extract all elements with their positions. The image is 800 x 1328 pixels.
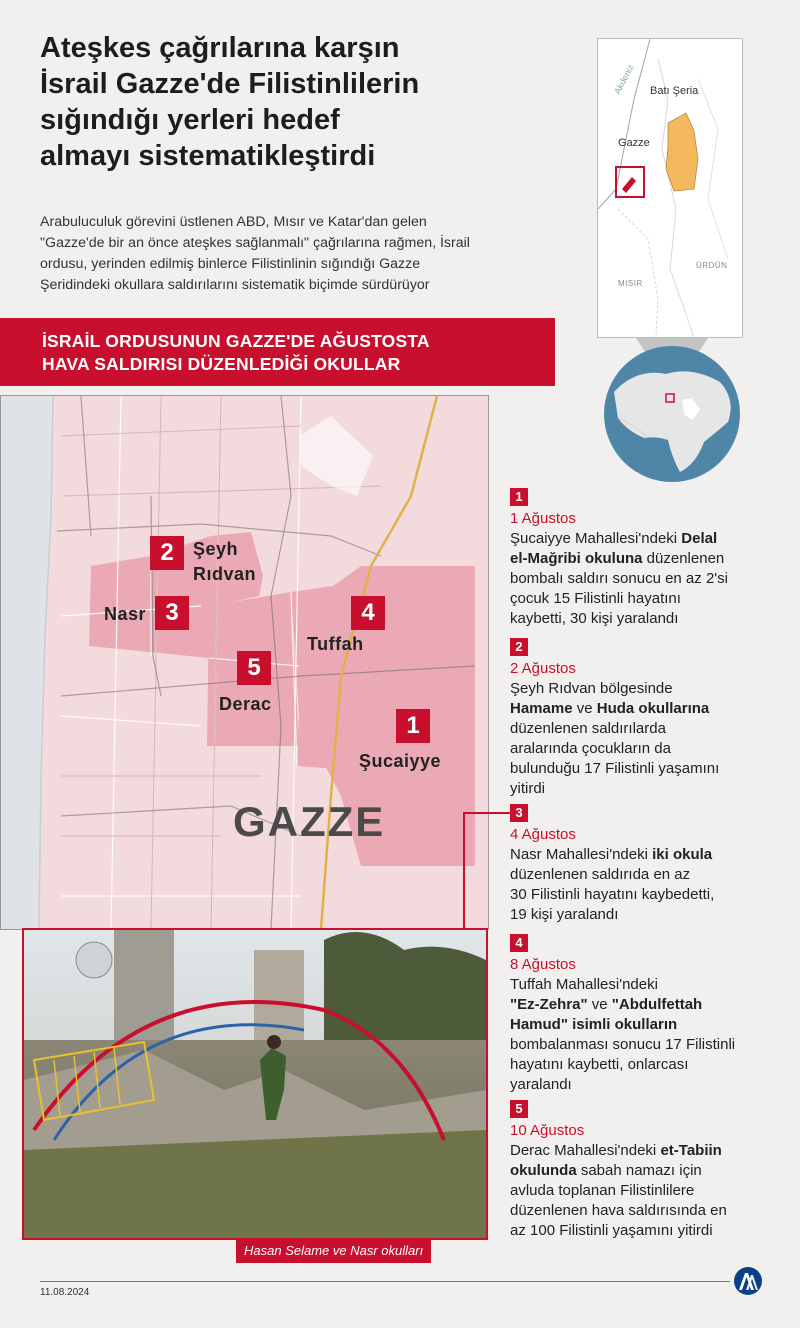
event-description-line xyxy=(510,779,790,799)
intro-line: Şeridindeki okullara saldırılarını sistematik biçimde sürdürüyor xyxy=(40,277,430,293)
event-item xyxy=(510,934,790,1095)
intro-paragraph xyxy=(40,212,560,296)
event-item xyxy=(510,488,790,629)
photo-graphic xyxy=(24,930,486,1238)
map-city-label: GAZZE xyxy=(233,798,386,845)
event-text: bombalı saldırı sonucu en az 2'si xyxy=(510,570,728,587)
event-description-line xyxy=(510,865,790,885)
event-description-line xyxy=(510,905,790,925)
event-text: 19 kişi yaralandı xyxy=(510,906,619,923)
event-description-line xyxy=(510,759,790,779)
map-marker-4: 4 xyxy=(351,596,385,630)
west-bank-label: Batı Şeria xyxy=(650,85,699,97)
aa-logo-text: AA xyxy=(748,1295,750,1296)
headline-line: almayı sistematikleştirdi xyxy=(40,140,376,172)
globe-icon xyxy=(596,338,748,484)
event-description xyxy=(510,679,790,799)
event-description-line xyxy=(510,589,790,609)
map-label-nasr: Nasr xyxy=(104,604,147,624)
gaza-map xyxy=(0,395,489,930)
event-item xyxy=(510,638,790,799)
footer-divider xyxy=(40,1281,730,1282)
event-text: Derac Mahallesi'ndeki xyxy=(510,1142,661,1159)
event-badge: 4 xyxy=(510,934,528,952)
event-text: 30 Filistinli hayatını kaybedetti, xyxy=(510,886,715,903)
headline-line: sığındığı yerleri hedef xyxy=(40,104,340,136)
event-text: aralarında çocukların da xyxy=(510,740,671,757)
aa-logo-icon xyxy=(733,1266,763,1296)
event-emphasis: el-Mağribi okuluna xyxy=(510,550,643,567)
map-label-derac: Derac xyxy=(219,694,272,714)
event-text: az 100 Filistinli yaşamını yitirdi xyxy=(510,1222,713,1239)
map-label-tuffah: Tuffah xyxy=(307,634,364,654)
event-text: Tuffah Mahallesi'ndeki xyxy=(510,976,658,993)
intro-line: "Gazze'de bir an önce ateşkes sağlanmalı" çağrılarına rağmen, İsrail xyxy=(40,235,470,251)
event-date: 1 Ağustos xyxy=(510,510,576,527)
event-text: bombalanması sonucu 17 Filistinli xyxy=(510,1036,736,1053)
event-text: düzenlenen xyxy=(642,550,725,567)
event-emphasis: iki okula xyxy=(652,846,713,863)
event-description xyxy=(510,845,790,925)
map-marker-2: 2 xyxy=(150,536,184,570)
event-description-line xyxy=(510,975,790,995)
event-description-line xyxy=(510,1035,790,1055)
intro-line: Arabuluculuk görevini üstlenen ABD, Mısır ve Katar'dan gelen xyxy=(40,214,427,230)
photo-caption: Hasan Selame ve Nasr okulları xyxy=(236,1238,431,1263)
event-emphasis: okulunda xyxy=(510,1162,577,1179)
sea-label: Akdeniz xyxy=(612,62,636,96)
headline-line: İsrail Gazze'de Filistinlilerin xyxy=(40,68,420,100)
gaza-label: Gazze xyxy=(618,137,650,149)
event-text: yitirdi xyxy=(510,780,546,797)
event-description-line xyxy=(510,529,790,549)
event-description-line xyxy=(510,1055,790,1075)
event-text: Şeyh Rıdvan bölgesinde xyxy=(510,680,673,697)
event-description-line xyxy=(510,1221,790,1241)
map-marker-3: 3 xyxy=(155,596,189,630)
event-description-line xyxy=(510,885,790,905)
event-text: bulunduğu 17 Filistinli yaşamını xyxy=(510,760,720,777)
egypt-label: MISIR xyxy=(618,279,643,288)
event-text: düzenlenen hava saldırısında en xyxy=(510,1202,727,1219)
event-text: düzenlenen saldırılarda xyxy=(510,720,666,737)
section-banner xyxy=(0,318,555,386)
event-item xyxy=(510,1100,790,1241)
event-badge: 2 xyxy=(510,638,528,656)
event-description-line xyxy=(510,1075,790,1095)
event-description-line xyxy=(510,1201,790,1221)
event-badge: 5 xyxy=(510,1100,528,1118)
event-description-line xyxy=(510,569,790,589)
banner-line: HAVA SALDIRISI DÜZENLEDİĞİ OKULLAR xyxy=(42,354,401,374)
event-date: 4 Ağustos xyxy=(510,826,576,843)
event-text: Şucaiyye Mahallesi'ndeki xyxy=(510,530,682,547)
event-text: düzenlenen saldırıda en az xyxy=(510,866,691,883)
photo xyxy=(22,928,488,1240)
event-emphasis: Hamame xyxy=(510,700,573,717)
headline-line: Ateşkes çağrılarına karşın xyxy=(40,32,400,64)
map-marker-5: 5 xyxy=(237,651,271,685)
event-text: ve xyxy=(587,996,612,1013)
event-item xyxy=(510,804,790,925)
event-badge: 3 xyxy=(510,804,528,822)
event-description xyxy=(510,975,790,1095)
event-text: sabah namazı için xyxy=(576,1162,702,1179)
event-text: avluda toplanan Filistinlilere xyxy=(510,1182,695,1199)
event-emphasis: Huda okullarına xyxy=(596,700,710,717)
event-emphasis: "Abdulfettah xyxy=(611,996,703,1013)
map-label-seyh-ridvan: Şeyh xyxy=(193,539,239,559)
event-description xyxy=(510,1141,790,1241)
event-description-line xyxy=(510,1161,790,1181)
event-description-line xyxy=(510,549,790,569)
event-text: yaralandı xyxy=(510,1076,572,1093)
event-description-line xyxy=(510,1015,790,1035)
banner-text xyxy=(42,330,430,376)
event-emphasis: Delal xyxy=(681,530,718,547)
event-description-line xyxy=(510,1141,790,1161)
event-description-line xyxy=(510,719,790,739)
event-emphasis: "Ez-Zehra" xyxy=(510,996,588,1013)
event-description-line xyxy=(510,1181,790,1201)
event-description-line xyxy=(510,995,790,1015)
map-label-seyh-ridvan-2: Rıdvan xyxy=(193,564,257,584)
headline xyxy=(40,30,560,174)
event-3-connector xyxy=(463,812,513,929)
event-text: hayatını kaybetti, onlarcası xyxy=(510,1056,689,1073)
map-label-sucaiyye: Şucaiyye xyxy=(359,751,442,771)
map-marker-1: 1 xyxy=(396,709,430,743)
event-emphasis: Hamud" isimli okulların xyxy=(510,1016,678,1033)
event-description-line xyxy=(510,845,790,865)
jordan-label: ÜRDÜN xyxy=(696,261,728,270)
publish-date: 11.08.2024 xyxy=(40,1287,90,1298)
event-badge: 1 xyxy=(510,488,528,506)
event-emphasis: et-Tabiin xyxy=(660,1142,722,1159)
event-description xyxy=(510,529,790,629)
locator-map xyxy=(597,38,743,338)
intro-line: ordusu, yerinden edilmiş binlerce Filistinlinin sığındığı Gazze xyxy=(40,256,421,272)
event-description-line xyxy=(510,679,790,699)
event-description-line xyxy=(510,699,790,719)
event-description-line xyxy=(510,739,790,759)
event-text: Nasr Mahallesi'ndeki xyxy=(510,846,653,863)
event-date: 10 Ağustos xyxy=(510,1122,585,1139)
banner-line: İSRAİL ORDUSUNUN GAZZE'DE AĞUSTOSTA xyxy=(42,331,430,351)
event-text: ve xyxy=(572,700,597,717)
event-text: kaybetti, 30 kişi yaralandı xyxy=(510,610,679,627)
event-text: çocuk 15 Filistinli hayatını xyxy=(510,590,681,607)
event-description-line xyxy=(510,609,790,629)
event-date: 2 Ağustos xyxy=(510,660,576,677)
event-date: 8 Ağustos xyxy=(510,956,576,973)
